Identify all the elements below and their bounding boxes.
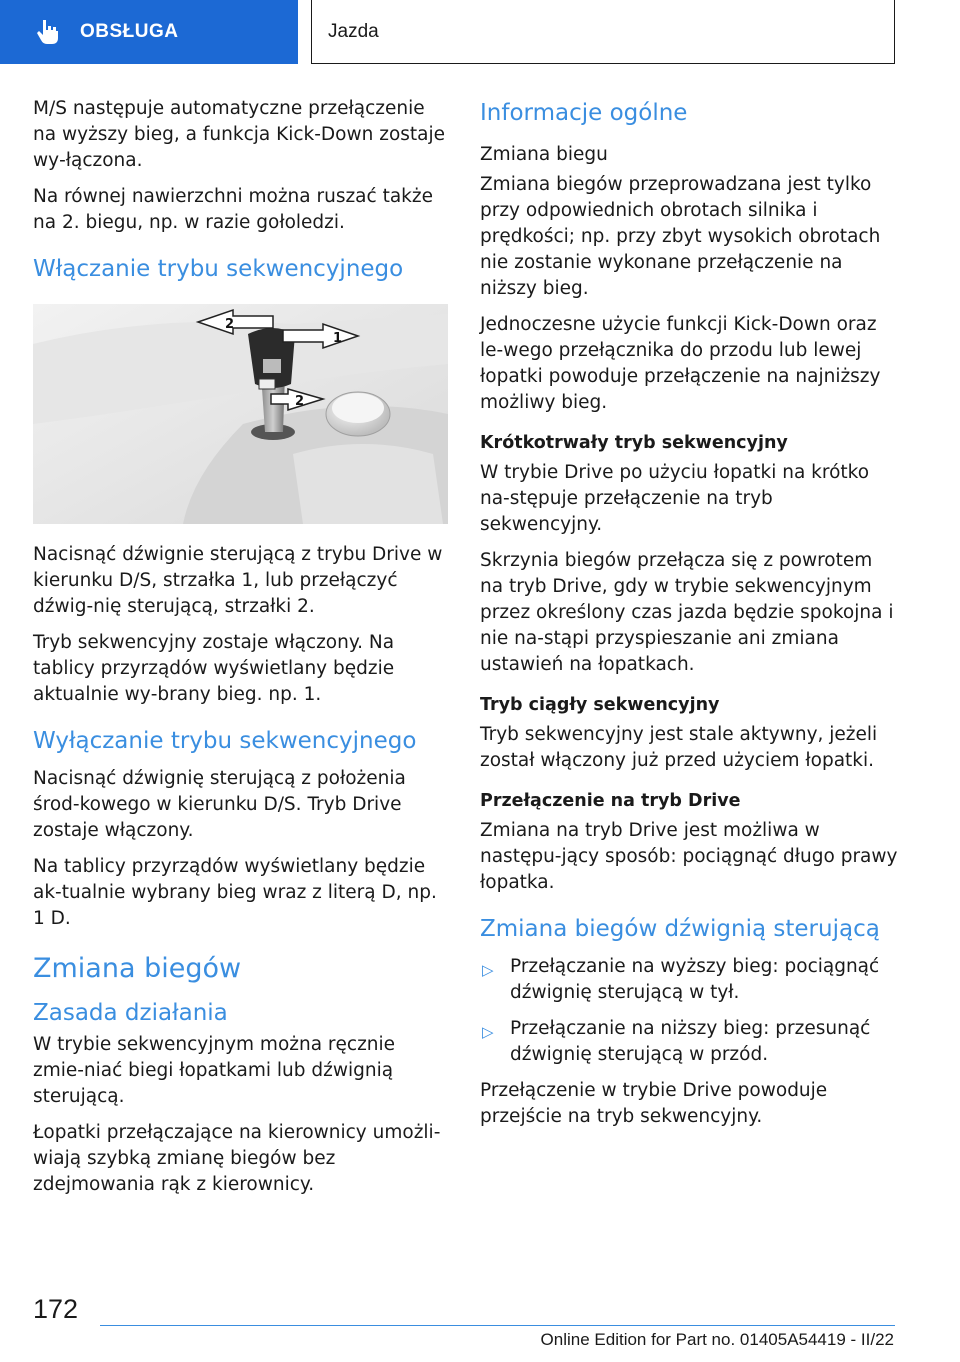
paragraph: W trybie sekwencyjnym można ręcznie zmie‐niać biegi łopatkami lub dźwignią sterującą. — [33, 1034, 396, 1107]
subheading-short-sequential: Krótkotrwały tryb sekwencyjny — [480, 433, 788, 453]
subheading-continuous-sequential: Tryb ciągły sekwencyjny — [480, 695, 720, 715]
paragraph: M/S następuje automatyczne przełączenie na wyższy bieg, a funkcja Kick-Down zostaje wy‐łączona. — [33, 98, 446, 171]
triangle-bullet-icon: ▷ — [482, 961, 494, 979]
section-tab[interactable] — [0, 0, 298, 64]
subheading-shift: Zmiana biegu — [480, 144, 608, 165]
paragraph: Tryb sekwencyjny jest stale aktywny, jeżeli został włączony już przed użyciem łopatki. — [480, 724, 878, 771]
right-column — [480, 96, 898, 1140]
edition-note: Online Edition for Part no. 01405A54419 - II/22 — [540, 1330, 894, 1349]
arrow-label-2-bottom: 2 — [295, 394, 305, 409]
paragraph: Na równej nawierzchni można ruszać także na 2. biegu, np. w razie gołoledzi. — [33, 186, 433, 233]
subheading-switch-to-drive: Przełączenie na tryb Drive — [480, 791, 741, 811]
section-tab-label: OBSŁUGA — [80, 21, 179, 42]
footer-divider — [100, 1325, 895, 1326]
heading-lever-shifting: Zmiana biegów dźwignią sterującą — [480, 916, 880, 942]
gear-selector-drawing — [33, 304, 448, 524]
step-list — [480, 954, 898, 1068]
paragraph: Nacisnąć dźwignię sterującą z położenia środ‐kowego w kierunku D/S. Tryb Drive zostaje włączony. — [33, 768, 406, 841]
paragraph: Zmiana na tryb Drive jest możliwa w następu‐jący sposób: pociągnąć długo prawy łopatka. — [480, 820, 898, 893]
paragraph: Przełączenie w trybie Drive powoduje przejście na tryb sekwencyjny. — [480, 1080, 828, 1127]
paragraph: Skrzynia biegów przełącza się z powrotem na tryb Drive, gdy w trybie sekwencyjnym przez określony czas jazda będzie spokojna i nie na‐stąpi przyspieszanie ani zmiana ustawień na łopatkach. — [480, 550, 894, 675]
heading-principle: Zasada działania — [33, 1000, 228, 1026]
list-item — [480, 954, 898, 1006]
list-item — [480, 1016, 898, 1068]
chapter-tab-label: Jazda — [328, 20, 379, 42]
heading-gear-change: Zmiana biegów — [33, 953, 242, 984]
heading-general-info: Informacje ogólne — [480, 100, 688, 126]
paragraph: Na tablicy przyrządów wyświetlany będzie ak‐tualnie wybrany bieg wraz z literą D, np. 1 D. — [33, 856, 437, 929]
arrow-label-1: 1 — [333, 331, 343, 346]
paragraph: Łopatki przełączające na kierownicy umożli‐wiają szybką zmianę biegów bez zdejmowania rąk z kierownicy. — [33, 1122, 441, 1195]
list-item-text: Przełączanie na niższy bieg: przesunąć dźwignię sterującą w przód. — [510, 1018, 871, 1065]
paragraph: Zmiana biegów przeprowadzana jest tylko przy odpowiednich obrotach silnika i prędkości; np. przy zbyt wysokich obrotach nie zostanie wykonane przełączenie na niższy bieg. — [480, 174, 881, 299]
heading-sequential-on: Włączanie trybu sekwencyjnego — [33, 256, 404, 282]
page-number: 172 — [33, 1294, 79, 1324]
left-column — [33, 96, 448, 1208]
paragraph: Jednoczesne użycie funkcji Kick-Down oraz le‐wego przełącznika do przodu lub lewej łopatki powoduje przełączenie na najniższy możliwy bieg. — [480, 314, 881, 413]
paragraph: Tryb sekwencyjny zostaje włączony. Na tablicy przyrządów wyświetlany będzie aktualnie wy‐brany bieg. np. 1. — [33, 632, 395, 705]
paragraph: W trybie Drive po użyciu łopatki na krótko na‐stępuje przełączenie na tryb sekwencyjny. — [480, 462, 870, 535]
list-item-text: Przełączanie na wyższy bieg: pociągnąć dźwignię sterującą w tył. — [510, 956, 880, 1003]
arrow-label-2-top: 2 — [225, 317, 235, 332]
triangle-bullet-icon: ▷ — [482, 1023, 494, 1041]
hand-pointer-icon — [34, 18, 62, 46]
gear-selector-illustration — [33, 304, 448, 524]
heading-sequential-off: Wyłączanie trybu sekwencyjnego — [33, 728, 417, 754]
paragraph: Nacisnąć dźwignie sterującą z trybu Drive w kierunku D/S, strzałka 1, lub przełączyć dźwig‐nię sterującą, strzałki 2. — [33, 544, 443, 617]
chapter-tab[interactable] — [311, 0, 895, 64]
